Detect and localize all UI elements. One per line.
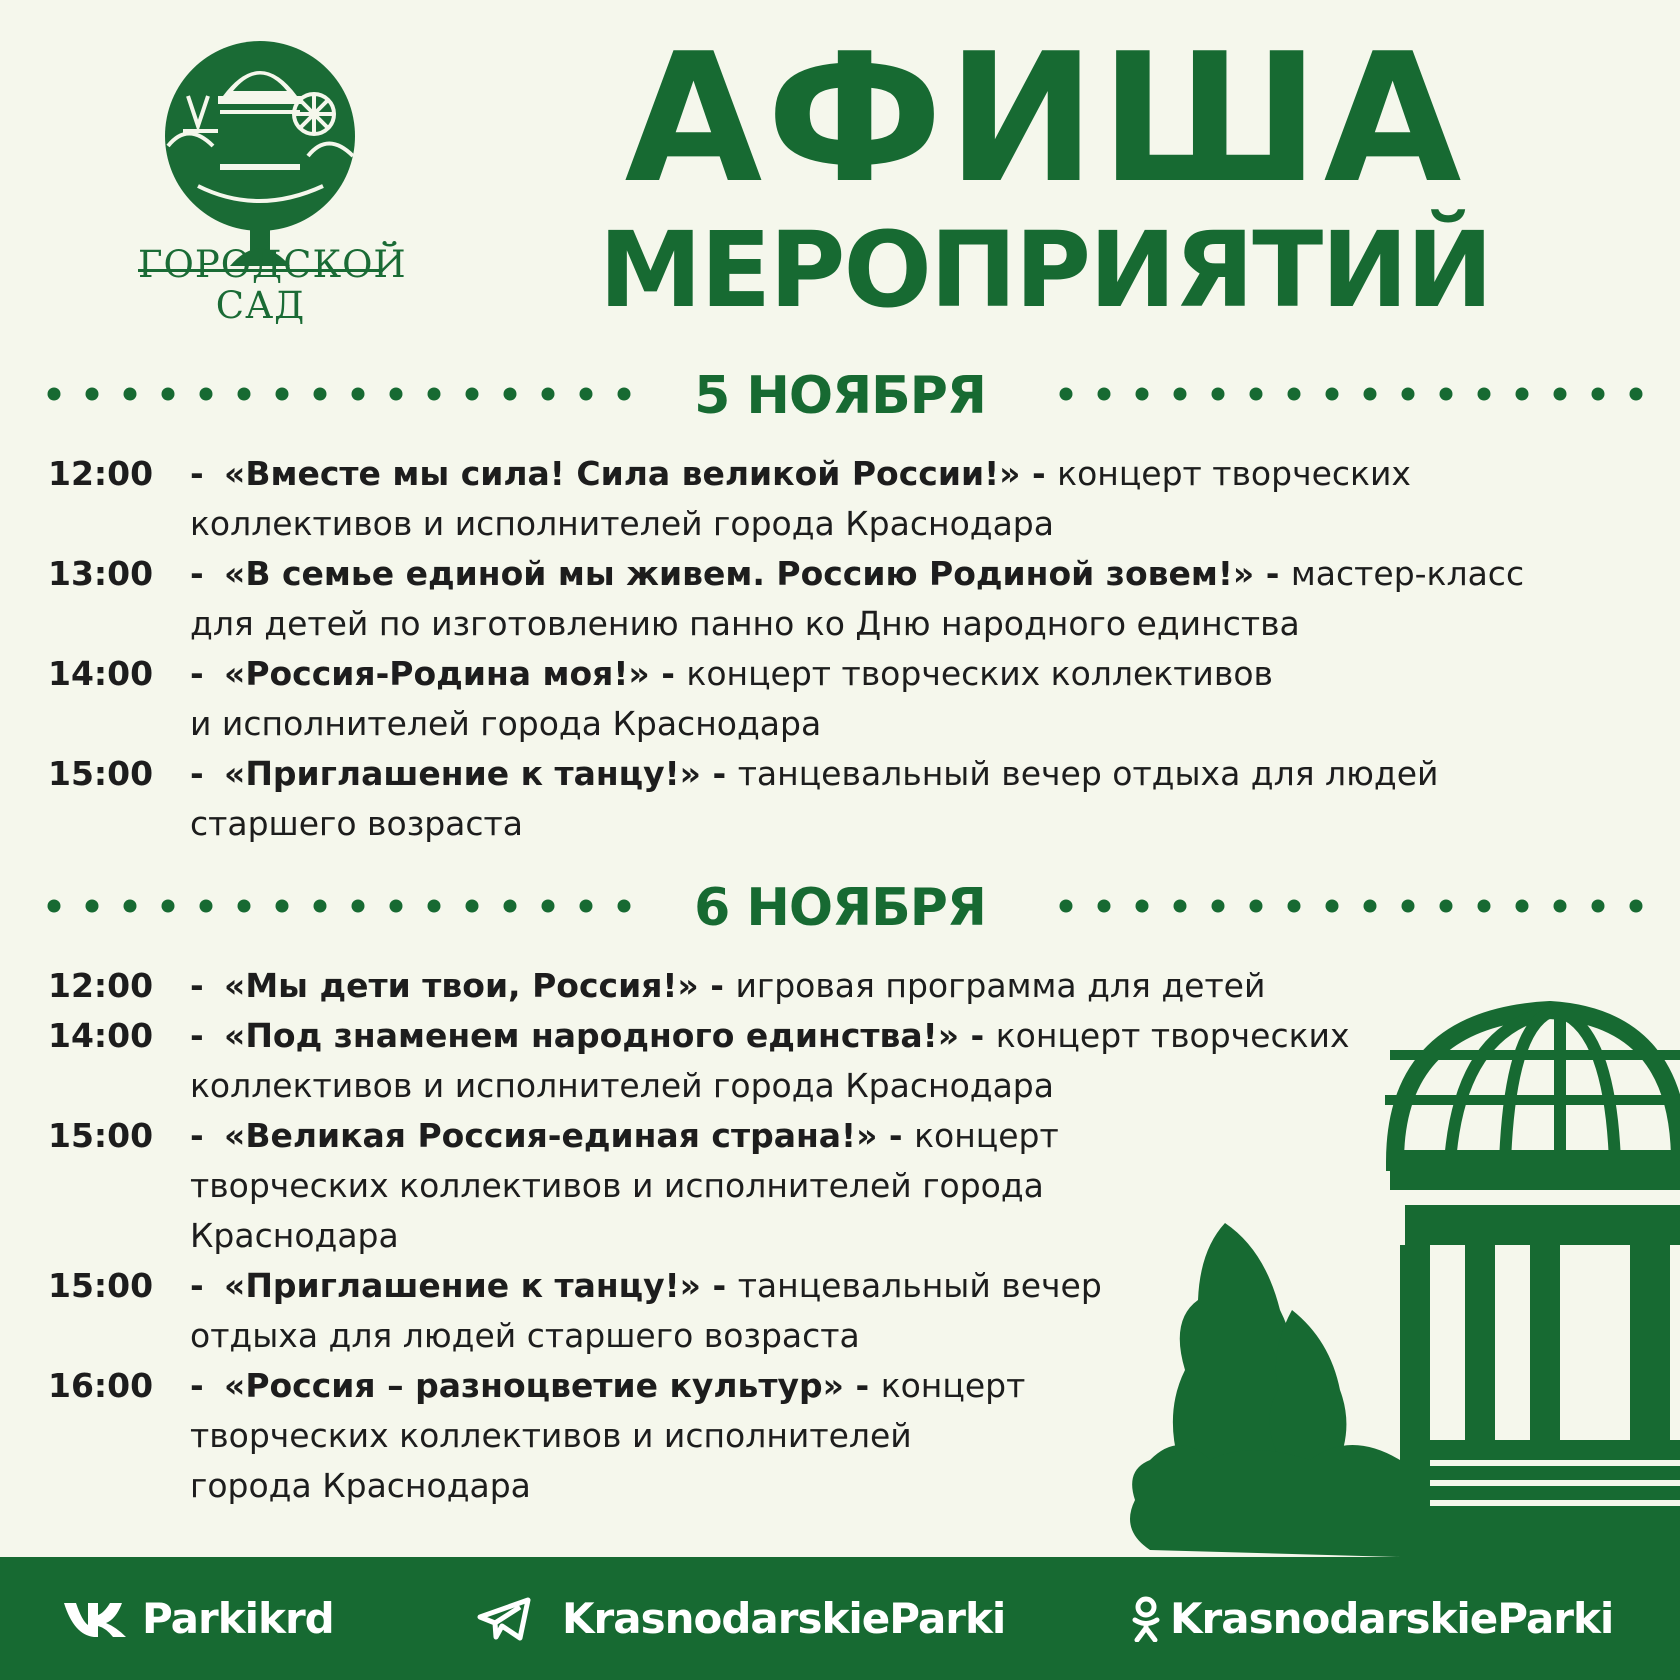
- divider-dot: [1516, 900, 1529, 913]
- event-time: 15:00: [48, 1116, 154, 1155]
- event-description-cont: отдыха для людей старшего возраста: [190, 1316, 860, 1355]
- divider-dot: [466, 388, 479, 401]
- event-description-cont: старшего возраста: [190, 804, 523, 843]
- event-name: «В семье единой мы живем. Россию Родиной зовем!»: [224, 554, 1255, 593]
- divider-dot: [352, 388, 365, 401]
- divider-dot: [1402, 900, 1415, 913]
- divider-dot: [1592, 388, 1605, 401]
- event-item: 16:00 - «Россия – разноцветие культур» - концерт творческих коллективов и исполнителей города Краснодара: [48, 1361, 1648, 1511]
- divider-dot: [314, 900, 327, 913]
- divider-dot: [1630, 388, 1643, 401]
- event-name: «Вместе мы сила! Сила великой России!»: [224, 454, 1021, 493]
- day1-event-list: [48, 449, 1648, 849]
- divider-dot: [1592, 900, 1605, 913]
- event-description-cont: Краснодара: [190, 1216, 399, 1255]
- event-description-cont: творческих коллективов и исполнителей: [190, 1416, 912, 1455]
- event-description: концерт творческих: [995, 1016, 1350, 1055]
- divider-dot: [1212, 900, 1225, 913]
- divider-dot: [1288, 900, 1301, 913]
- event-item: 12:00 - «Мы дети твои, Россия!» - игровая программа для детей: [48, 961, 1648, 1011]
- event-time: 12:00: [48, 966, 154, 1005]
- dotted-divider-right: [1058, 898, 1648, 914]
- logo-text-line2: САД: [215, 284, 306, 327]
- event-description: концерт: [914, 1116, 1059, 1155]
- divider-dot: [238, 388, 251, 401]
- event-name: «Приглашение к танцу!»: [224, 754, 702, 793]
- divider-dot: [1174, 388, 1187, 401]
- day-heading-6-november: 6 НОЯБРЯ: [694, 878, 986, 938]
- divider-dot: [1554, 388, 1567, 401]
- divider-dot: [1326, 388, 1339, 401]
- divider-dot: [1098, 900, 1111, 913]
- event-description-cont: коллективов и исполнителей города Краснодара: [190, 1066, 1054, 1105]
- divider-dot: [48, 388, 61, 401]
- telegram-handle: KrasnodarskieParki: [562, 1594, 1006, 1643]
- footer-vk-link[interactable]: [62, 1557, 334, 1680]
- event-time: 12:00: [48, 454, 154, 493]
- event-description: игровая программа для детей: [735, 966, 1266, 1005]
- event-description: концерт творческих: [1057, 454, 1411, 493]
- page-title: АФИША: [624, 15, 1466, 222]
- event-description-cont: и исполнителей города Краснодара: [190, 704, 822, 743]
- event-name: «Великая Россия-единая страна!»: [224, 1116, 878, 1155]
- divider-dot: [124, 900, 137, 913]
- footer-telegram-link[interactable]: [476, 1557, 1005, 1680]
- divider-dot: [1402, 388, 1415, 401]
- divider-dot: [1060, 388, 1073, 401]
- logo-text-line1: ГОРОДСКОЙ: [138, 243, 407, 286]
- divider-dot: [314, 388, 327, 401]
- divider-dot: [162, 900, 175, 913]
- divider-dot: [1478, 900, 1491, 913]
- telegram-icon: [476, 1597, 532, 1641]
- divider-dot: [390, 388, 403, 401]
- page-subtitle: МЕРОПРИЯТИЙ: [598, 209, 1492, 331]
- footer-social-bar: [0, 1557, 1680, 1680]
- divider-dot: [1250, 388, 1263, 401]
- divider-dot: [504, 900, 517, 913]
- divider-dot: [124, 388, 137, 401]
- divider-dot: [1136, 388, 1149, 401]
- event-item: 13:00 - «В семье единой мы живем. Россию Родиной зовем!» - мастер-класс для детей по изготовлению панно ко Дню народного единства: [48, 549, 1648, 649]
- divider-dot: [200, 900, 213, 913]
- divider-dot: [428, 900, 441, 913]
- divider-dot: [1516, 388, 1529, 401]
- day-heading-5-november: 5 НОЯБРЯ: [694, 366, 986, 426]
- divider-dot: [1478, 388, 1491, 401]
- divider-dot: [86, 388, 99, 401]
- divider-dot: [238, 900, 251, 913]
- dotted-divider-left: [46, 386, 636, 402]
- divider-dot: [48, 900, 61, 913]
- divider-dot: [1364, 900, 1377, 913]
- divider-dot: [1288, 388, 1301, 401]
- divider-dot: [1364, 388, 1377, 401]
- day2-event-list: [48, 961, 1648, 1511]
- event-name: «Россия-Родина моя!»: [224, 654, 650, 693]
- divider-dot: [1060, 900, 1073, 913]
- event-description: мастер-класс: [1290, 554, 1525, 593]
- vk-icon: [62, 1599, 128, 1639]
- divider-dot: [86, 900, 99, 913]
- event-item: 14:00 - «Россия-Родина моя!» - концерт творческих коллективов и исполнителей города Краснодара: [48, 649, 1648, 749]
- divider-dot: [618, 388, 631, 401]
- divider-dot: [542, 900, 555, 913]
- event-item: 14:00 - «Под знаменем народного единства!» - концерт творческих коллективов и исполнителей города Краснодара: [48, 1011, 1648, 1111]
- divider-dot: [542, 388, 555, 401]
- event-time: 15:00: [48, 1266, 154, 1305]
- event-description: концерт: [880, 1366, 1026, 1405]
- event-time: 13:00: [48, 554, 154, 593]
- divider-dot: [200, 388, 213, 401]
- divider-dot: [580, 900, 593, 913]
- divider-dot: [1136, 900, 1149, 913]
- divider-dot: [390, 900, 403, 913]
- event-description: концерт творческих коллективов: [686, 654, 1273, 693]
- dotted-divider-right: [1058, 386, 1648, 402]
- divider-dot: [1440, 388, 1453, 401]
- event-name: «Мы дети твои, Россия!»: [224, 966, 699, 1005]
- divider-dot: [276, 388, 289, 401]
- divider-dot: [1098, 388, 1111, 401]
- event-time: 14:00: [48, 654, 154, 693]
- divider-dot: [504, 388, 517, 401]
- event-description-cont: для детей по изготовлению панно ко Дню народного единства: [190, 604, 1300, 643]
- divider-dot: [1554, 900, 1567, 913]
- event-description: танцевальный вечер: [737, 1266, 1102, 1305]
- event-description-cont: города Краснодара: [190, 1466, 531, 1505]
- divider-dot: [1630, 900, 1643, 913]
- event-name: «Приглашение к танцу!»: [224, 1266, 702, 1305]
- divider-dot: [1174, 900, 1187, 913]
- event-description: танцевальный вечер отдыха для людей: [737, 754, 1439, 793]
- divider-dot: [162, 388, 175, 401]
- footer-ok-link[interactable]: [1132, 1557, 1613, 1680]
- divider-dot: [352, 900, 365, 913]
- event-item: 15:00 - «Приглашение к танцу!» - танцевальный вечер отдыха для людей старшего возраста: [48, 1261, 1648, 1361]
- event-name: «Под знаменем народного единства!»: [224, 1016, 960, 1055]
- event-description-cont: коллективов и исполнителей города Краснодара: [190, 504, 1054, 543]
- event-time: 14:00: [48, 1016, 154, 1055]
- event-time: 15:00: [48, 754, 154, 793]
- vk-handle: Parkikrd: [142, 1594, 334, 1643]
- divider-dot: [276, 900, 289, 913]
- event-name: «Россия – разноцветие культур»: [224, 1366, 844, 1405]
- divider-dot: [1212, 388, 1225, 401]
- divider-dot: [580, 388, 593, 401]
- divider-dot: [1440, 900, 1453, 913]
- event-time: 16:00: [48, 1366, 154, 1405]
- dotted-divider-left: [46, 898, 636, 914]
- divider-dot: [1326, 900, 1339, 913]
- divider-dot: [466, 900, 479, 913]
- event-item: 15:00 - «Великая Россия-единая страна!» - концерт творческих коллективов и исполнителей города Краснодара: [48, 1111, 1648, 1261]
- divider-dot: [428, 388, 441, 401]
- ok-handle: KrasnodarskieParki: [1170, 1594, 1614, 1643]
- event-item: 15:00 - «Приглашение к танцу!» - танцевальный вечер отдыха для людей старшего возраста: [48, 749, 1648, 849]
- odnoklassniki-icon: [1132, 1596, 1160, 1642]
- event-description-cont: творческих коллективов и исполнителей города: [190, 1166, 1044, 1205]
- event-item: 12:00 - «Вместе мы сила! Сила великой России!» - концерт творческих коллективов и исполнителей города Краснодара: [48, 449, 1648, 549]
- divider-dot: [618, 900, 631, 913]
- divider-dot: [1250, 900, 1263, 913]
